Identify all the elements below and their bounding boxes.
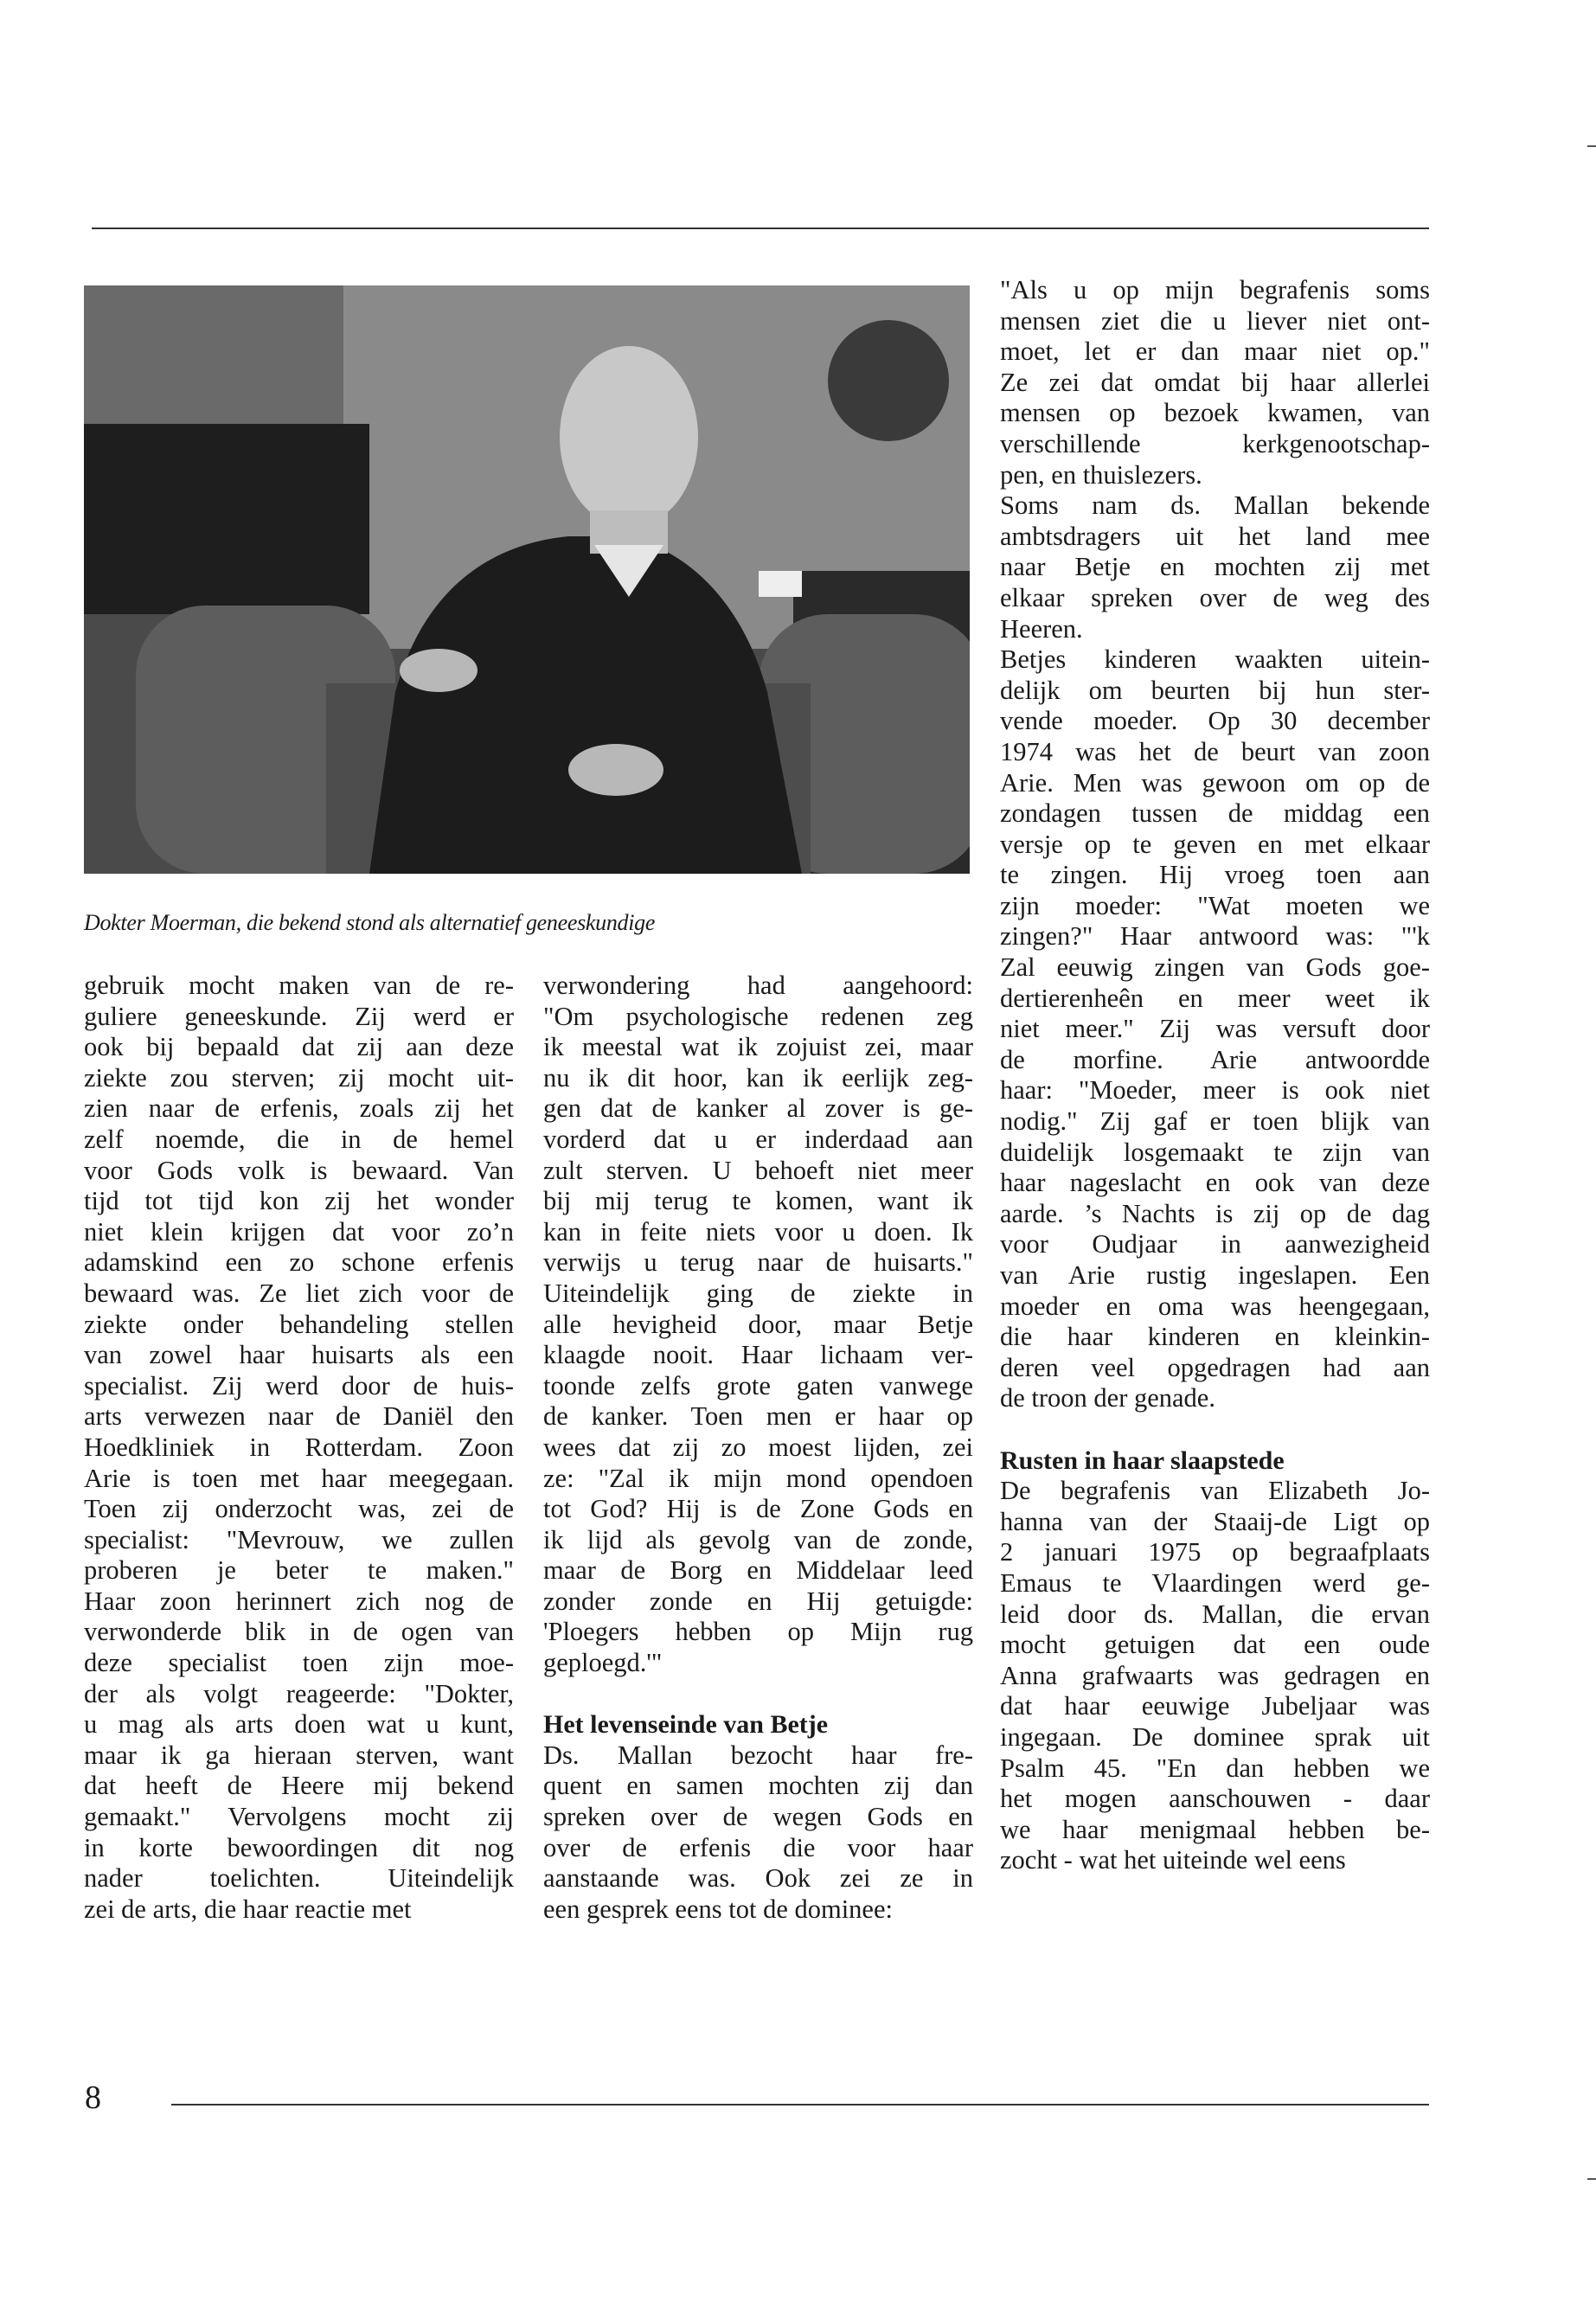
text-line: duidelijk losgemaakt te zijn van <box>1000 1137 1430 1167</box>
text-line: over de erfenis die voor haar <box>543 1832 973 1862</box>
text-line: nader toelichten. Uiteindelijk <box>84 1863 514 1894</box>
text-line: klaagde nooit. Haar lichaam ver- <box>543 1340 973 1370</box>
text-line: maar de Borg en Middelaar leed <box>543 1555 973 1586</box>
text-line: vorderd dat u er inderdaad aan <box>543 1124 973 1154</box>
text-line: tijd tot tijd kon zij het wonder <box>84 1186 514 1216</box>
top-rule <box>92 228 1429 229</box>
text-line: zingen?" Haar antwoord was: "'k <box>1000 921 1430 952</box>
column-3 <box>1000 275 1430 1876</box>
text-line: 2 januari 1975 op begraafplaats <box>1000 1537 1430 1567</box>
text-line: de morfine. Arie antwoordde <box>1000 1044 1430 1074</box>
text-line: van Arie rustig ingeslapen. Een <box>1000 1260 1430 1290</box>
text-line: De begrafenis van Elizabeth Jo- <box>1000 1476 1430 1506</box>
crop-mark-bottom <box>1587 2178 1596 2180</box>
text-line: leid door ds. Mallan, die ervan <box>1000 1599 1430 1629</box>
text-line: haar: "Moeder, meer is ook niet <box>1000 1075 1430 1106</box>
text-line: delijk om beurten bij hun ster- <box>1000 675 1430 705</box>
text-line: zonder zonde en Hij getuigde: <box>543 1586 973 1616</box>
text-line: ze: "Zal ik mijn mond opendoen <box>543 1463 973 1493</box>
text-line: Hoedkliniek in Rotterdam. Zoon <box>84 1432 514 1462</box>
text-line: verwijs u terug naar de huisarts." <box>543 1247 973 1278</box>
text-line: specialist: "Mevrouw, we zullen <box>84 1524 514 1554</box>
text-line: Ze zei dat omdat bij haar allerlei <box>1000 367 1430 397</box>
text-line: proberen je beter te maken." <box>84 1555 514 1586</box>
text-line: mensen ziet die u liever niet ont- <box>1000 305 1430 336</box>
text-line: kan in feite niets voor u doen. Ik <box>543 1216 973 1247</box>
text-line: niet klein krijgen dat voor zo’n <box>84 1216 514 1247</box>
text-line: zult sterven. U behoeft niet meer <box>543 1155 973 1185</box>
text-line: elkaar spreken over de weg des <box>1000 582 1430 612</box>
text-line: nodig." Zij gaf er toen blijk van <box>1000 1106 1430 1137</box>
text-line: dat haar eeuwige Jubeljaar was <box>1000 1691 1430 1721</box>
text-line: bewaard was. Ze liet zich voor de <box>84 1278 514 1308</box>
text-line: "Als u op mijn begrafenis soms <box>1000 275 1430 304</box>
photo-caption: Dokter Moerman, die bekend stond als alternatief geneeskundige <box>84 910 656 935</box>
text-line: Betjes kinderen waakten uitein- <box>1000 644 1430 675</box>
text-line: van zowel haar huisarts als een <box>84 1340 514 1370</box>
text-line: ik lijd als gevolg van de zonde, <box>543 1524 973 1554</box>
text-line: quent en samen mochten zij dan <box>543 1771 973 1801</box>
text-line: ingegaan. De dominee sprak uit <box>1000 1721 1430 1752</box>
text-line: aanstaande was. Ook zei ze in <box>543 1863 973 1894</box>
text-line: mocht getuigen dat een oude <box>1000 1630 1430 1660</box>
text-line: ook bij bepaald dat zij aan deze <box>84 1032 514 1062</box>
text-line: tot God? Hij is de Zone Gods en <box>543 1494 973 1524</box>
text-line: Toen zij onderzocht was, zei de <box>84 1494 514 1524</box>
text-line: verschillende kerkgenootschap- <box>1000 428 1430 458</box>
portrait-photo <box>84 285 970 874</box>
text-line: niet meer." Zij was versuft door <box>1000 1014 1430 1044</box>
text-line: Arie is toen met haar meegegaan. <box>84 1463 514 1493</box>
text-line: der als volgt reageerde: "Dokter, <box>84 1678 514 1708</box>
text-line: te zingen. Hij vroeg toen aan <box>1000 860 1430 890</box>
text-line: 1974 was het de beurt van zoon <box>1000 736 1430 766</box>
text-line: ambtsdragers uit het land mee <box>1000 521 1430 551</box>
text-line: "Om psychologische redenen zeg <box>543 1001 973 1031</box>
section-heading: Het levenseinde van Betje <box>543 1710 829 1740</box>
text-line: we haar menigmaal hebben be- <box>1000 1814 1430 1844</box>
text-line: Soms nam ds. Mallan bekende <box>1000 490 1430 521</box>
text-line: zien naar de erfenis, zoals zij het <box>84 1093 514 1124</box>
text-line: moet, let er dan maar niet op." <box>1000 336 1430 367</box>
text-line: Arie. Men was gewoon om op de <box>1000 767 1430 798</box>
portrait-photo-icon <box>84 285 970 874</box>
text-line: Psalm 45. "En dan hebben we <box>1000 1753 1430 1783</box>
text-line: dertierenheên en meer weet ik <box>1000 983 1430 1013</box>
text-line: zelf noemde, die in de hemel <box>84 1124 514 1154</box>
text-line: bij mij terug te komen, want ik <box>543 1186 973 1216</box>
text-line: specialist. Zij werd door de huis- <box>84 1370 514 1400</box>
text-line: gen dat de kanker al zover is ge- <box>543 1093 973 1124</box>
text-line: Uiteindelijk ging de ziekte in <box>543 1278 973 1308</box>
text-line: in korte bewoordingen dit nog <box>84 1832 514 1862</box>
text-line: wees dat zij zo moest lijden, zei <box>543 1432 973 1462</box>
text-line: zondagen tussen de middag een <box>1000 798 1430 829</box>
text-line: 'Ploegers hebben op Mijn rug <box>543 1617 973 1647</box>
text-line: spreken over de wegen Gods en <box>543 1802 973 1832</box>
text-line: ik meestal wat ik zojuist zei, maar <box>543 1032 973 1062</box>
text-line: haar nageslacht en ook van deze <box>1000 1168 1430 1198</box>
bottom-rule <box>171 2104 1429 2106</box>
text-line: Haar zoon herinnert zich nog de <box>84 1586 514 1616</box>
text-line: dat heeft de Heere mij bekend <box>84 1771 514 1801</box>
text-line: Ds. Mallan bezocht haar fre- <box>543 1740 973 1770</box>
text-line: die haar kinderen en kleinkin- <box>1000 1322 1430 1352</box>
text-line: geploegd.'" <box>543 1648 663 1678</box>
crop-mark-top <box>1587 145 1596 147</box>
text-line: voor Gods volk is bewaard. Van <box>84 1155 514 1185</box>
text-line: de kanker. Toen men er haar op <box>543 1401 973 1432</box>
text-line: adamskind een zo schone erfenis <box>84 1247 514 1278</box>
text-line: arts verwezen naar de Daniël den <box>84 1401 514 1432</box>
text-line: alle hevigheid door, maar Betje <box>543 1309 973 1339</box>
text-line: Heeren. <box>1000 613 1083 644</box>
text-line: moeder en oma was heengegaan, <box>1000 1291 1430 1321</box>
text-line: hanna van der Staaij-de Ligt op <box>1000 1506 1430 1536</box>
column-2 <box>543 971 973 1925</box>
text-line: toonde zelfs grote gaten vanwege <box>543 1370 973 1400</box>
text-line: vende moeder. Op 30 december <box>1000 706 1430 736</box>
text-line: een gesprek eens tot de dominee: <box>543 1894 893 1924</box>
text-line: de troon der genade. <box>1000 1383 1215 1413</box>
text-line: Emaus te Vlaardingen werd ge- <box>1000 1567 1430 1598</box>
column-1 <box>84 971 514 1925</box>
text-line: ziekte onder behandeling stellen <box>84 1309 514 1339</box>
text-line: verwondering had aangehoord: <box>543 971 973 1000</box>
section-heading: Rusten in haar slaapstede <box>1000 1445 1285 1475</box>
text-line: Anna grafwaarts was gedragen en <box>1000 1660 1430 1690</box>
text-line: het mogen aanschouwen - daar <box>1000 1784 1430 1814</box>
text-line: deren veel opgedragen had aan <box>1000 1352 1430 1382</box>
text-line: nu ik dit hoor, kan ik eerlijk zeg- <box>543 1062 973 1093</box>
text-line: zocht - wat het uiteinde wel eens <box>1000 1845 1346 1875</box>
text-line: naar Betje en mochten zij met <box>1000 552 1430 582</box>
text-line: guliere geneeskunde. Zij werd er <box>84 1001 514 1031</box>
text-line: aarde. ’s Nachts is zij op de dag <box>1000 1198 1430 1228</box>
text-line: u mag als arts doen wat u kunt, <box>84 1709 514 1740</box>
page-number: 8 <box>85 2080 101 2116</box>
text-line: ziekte zou sterven; zij mocht uit- <box>84 1062 514 1093</box>
text-line: zijn moeder: "Wat moeten we <box>1000 890 1430 920</box>
text-line: pen, en thuislezers. <box>1000 459 1202 490</box>
text-line: gemaakt." Vervolgens mocht zij <box>84 1802 514 1832</box>
text-line: gebruik mocht maken van de re- <box>84 971 514 1000</box>
text-line: versje op te geven en met elkaar <box>1000 829 1430 859</box>
text-line: zei de arts, die haar reactie met <box>84 1894 412 1924</box>
text-line: Zal eeuwig zingen van Gods goe- <box>1000 952 1430 983</box>
text-line: maar ik ga hieraan sterven, want <box>84 1740 514 1770</box>
text-line: mensen op bezoek kwamen, van <box>1000 398 1430 428</box>
text-line: deze specialist toen zijn moe- <box>84 1648 514 1678</box>
text-line: voor Oudjaar in aanwezigheid <box>1000 1229 1430 1259</box>
text-line: verwonderde blik in de ogen van <box>84 1617 514 1647</box>
